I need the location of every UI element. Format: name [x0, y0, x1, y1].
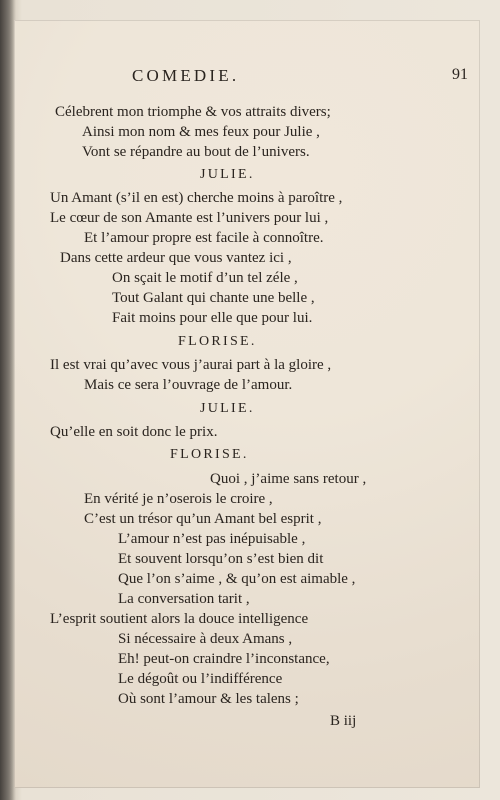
verse-line: Et souvent lorsqu’on s’est bien dit	[118, 551, 324, 567]
verse-line: Mais ce sera l’ouvrage de l’amour.	[84, 377, 293, 393]
verse-line: Eh! peut-on craindre l’inconstance,	[118, 651, 330, 667]
verse-line: Si nécessaire à deux Amans ,	[118, 631, 293, 647]
speaker-label: JULIE.	[200, 401, 255, 416]
running-title: COMEDIE.	[132, 66, 240, 85]
verse-line: Que l’on s’aime , & qu’on est aimable ,	[118, 571, 356, 587]
signature-mark: B iij	[330, 713, 357, 729]
verse-line: Et l’amour propre est facile à connoître.	[84, 230, 324, 246]
verse-line: Vont se répandre au bout de l’univers.	[82, 144, 310, 160]
running-head	[0, 66, 500, 88]
verse-line: Ainsi mon nom & mes feux pour Julie ,	[82, 124, 320, 140]
page-number: 91	[452, 66, 468, 83]
verse-line: L’amour n’est pas inépuisable ,	[118, 531, 306, 547]
verse-line: Célebrent mon triomphe & vos attraits divers;	[55, 104, 331, 120]
verse-line: Quoi , j’aime sans retour ,	[210, 471, 367, 487]
verse-line: En vérité je n’oserois le croire ,	[84, 491, 273, 507]
verse-line: Fait moins pour elle que pour lui.	[112, 310, 313, 326]
verse-line: Où sont l’amour & les talens ;	[118, 691, 299, 707]
verse-line: Un Amant (s’il en est) cherche moins à paroître ,	[50, 190, 343, 206]
verse-line: Le cœur de son Amante est l’univers pour lui ,	[50, 210, 329, 226]
speaker-label: JULIE.	[200, 167, 255, 182]
verse-line: Tout Galant qui chante une belle ,	[112, 290, 315, 306]
verse-line: Le dégoût ou l’indifférence	[118, 671, 283, 687]
speaker-label: FLORISE.	[178, 334, 257, 349]
verse-line: C’est un trésor qu’un Amant bel esprit ,	[84, 511, 322, 527]
verse-line: L’esprit soutient alors la douce intelligence	[50, 611, 309, 627]
verse-line: La conversation tarit ,	[118, 591, 250, 607]
verse-line: On sçait le motif d’un tel zéle ,	[112, 270, 298, 286]
verse-line: Il est vrai qu’avec vous j’aurai part à la gloire ,	[50, 357, 332, 373]
verse-line: Qu’elle en soit donc le prix.	[50, 424, 218, 440]
speaker-label: FLORISE.	[170, 447, 249, 462]
verse-line: Dans cette ardeur que vous vantez ici ,	[60, 250, 292, 266]
